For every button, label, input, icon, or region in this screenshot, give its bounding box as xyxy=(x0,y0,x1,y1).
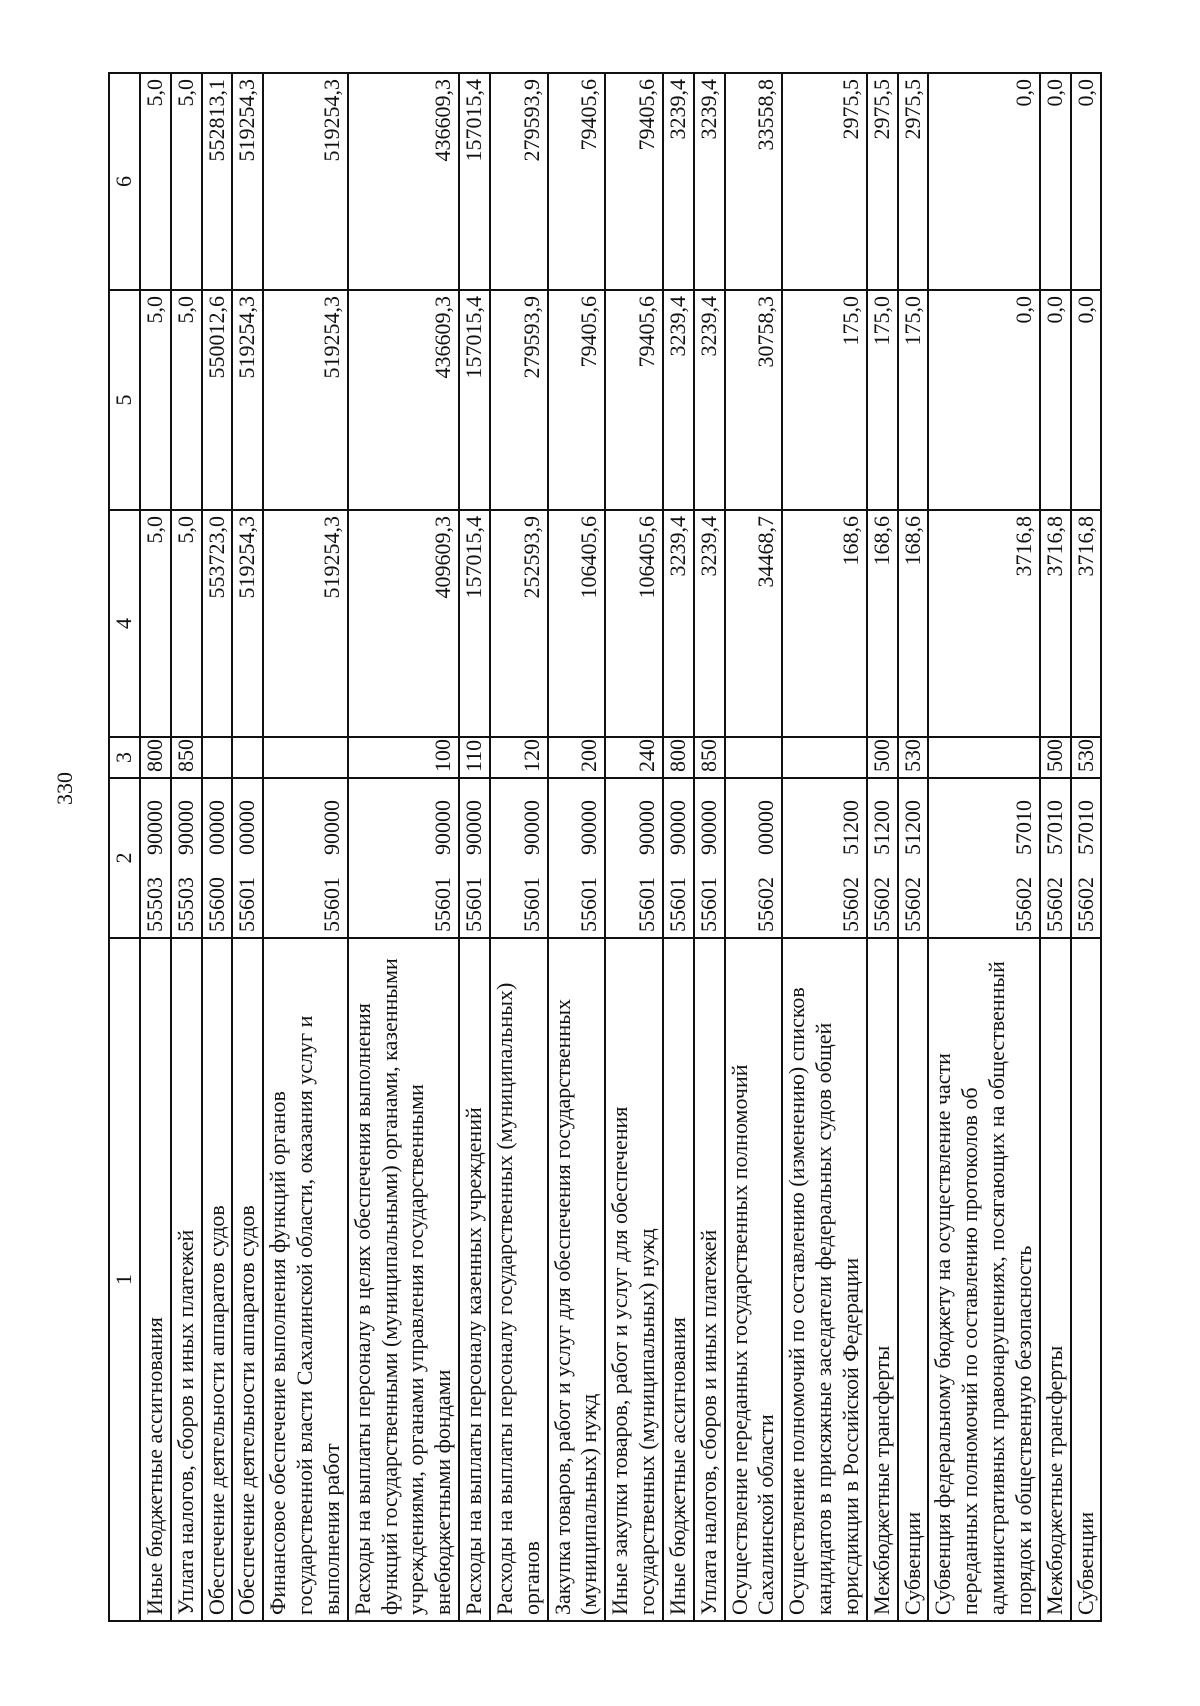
row-code xyxy=(663,778,694,938)
row-code-part1: 55602 xyxy=(753,877,779,932)
row-value-col6: 5,0 xyxy=(140,73,171,290)
row-value-col4: 3716,8 xyxy=(1040,510,1071,737)
row-value-col6: 0,0 xyxy=(1071,73,1102,290)
row-value-col6: 3239,4 xyxy=(663,73,694,290)
rotated-page xyxy=(108,2,1188,1622)
row-expense-type: 100 xyxy=(348,737,459,778)
row-value-col6: 79405,6 xyxy=(605,73,663,290)
row-code-part1: 55602 xyxy=(1010,877,1036,932)
table-row xyxy=(140,73,171,1621)
row-code xyxy=(202,778,233,938)
row-name: Субвенции xyxy=(1071,938,1102,1621)
row-expense-type: 850 xyxy=(694,737,725,778)
row-expense-type xyxy=(782,737,866,778)
row-code-part1: 55601 xyxy=(576,877,602,932)
row-expense-type: 850 xyxy=(171,737,202,778)
row-value-col6: 2975,5 xyxy=(867,73,898,290)
table-row xyxy=(782,73,866,1621)
row-code-part2: 90000 xyxy=(664,800,690,855)
row-value-col6: 0,0 xyxy=(928,73,1039,290)
row-code-part2: 90000 xyxy=(461,800,487,855)
row-code-part2: 57010 xyxy=(1041,800,1067,855)
row-name: Расходы на выплаты персоналу государственных (муниципальных) органов xyxy=(490,938,548,1621)
row-name: Расходы на выплаты персоналу казенных учреждений xyxy=(459,938,490,1621)
row-value-col5: 79405,6 xyxy=(605,290,663,510)
row-code-part2: 51200 xyxy=(837,800,863,855)
row-value-col5: 0,0 xyxy=(1040,290,1071,510)
table-row xyxy=(171,73,202,1621)
row-value-col4: 3239,4 xyxy=(694,510,725,737)
row-code xyxy=(548,778,606,938)
row-code xyxy=(140,778,171,938)
row-value-col6: 157015,4 xyxy=(459,73,490,290)
table-row xyxy=(263,73,347,1621)
row-value-col6: 0,0 xyxy=(1040,73,1071,290)
row-code-part2: 90000 xyxy=(142,800,167,855)
row-value-col4: 519254,3 xyxy=(232,510,263,737)
row-value-col6: 79405,6 xyxy=(548,73,606,290)
row-name: Субвенция федеральному бюджету на осуществление части переданных полномочий по составлению протоколов об административных правонарушениях, посягающих на общественный порядок и общественную безопасность xyxy=(928,938,1039,1621)
row-value-col6: 279593,9 xyxy=(490,73,548,290)
table-row xyxy=(232,73,263,1621)
row-value-col5: 175,0 xyxy=(898,290,929,510)
row-value-col5: 79405,6 xyxy=(548,290,606,510)
row-expense-type xyxy=(928,737,1039,778)
row-code xyxy=(490,778,548,938)
row-value-col5: 175,0 xyxy=(867,290,898,510)
row-code-part1: 55503 xyxy=(142,877,167,932)
row-expense-type: 500 xyxy=(867,737,898,778)
row-name: Обеспечение деятельности аппаратов судов xyxy=(232,938,263,1621)
row-value-col5: 519254,3 xyxy=(232,290,263,510)
row-code-part1: 55601 xyxy=(430,877,456,932)
table-row xyxy=(605,73,663,1621)
row-code xyxy=(605,778,663,938)
row-name: Расходы на выплаты персоналу в целях обеспечения выполнения функций государственными (муниципальными) органами, казенными учреждениями, органами управления государственными внебюджетными фондами xyxy=(348,938,459,1621)
table-row xyxy=(694,73,725,1621)
row-value-col5: 3239,4 xyxy=(663,290,694,510)
row-name: Уплата налогов, сборов и иных платежей xyxy=(171,938,202,1621)
row-code-part2: 51200 xyxy=(899,800,925,855)
row-value-col4: 5,0 xyxy=(171,510,202,737)
row-expense-type xyxy=(725,737,783,778)
row-name: Уплата налогов, сборов и иных платежей xyxy=(694,938,725,1621)
row-name: Межбюджетные трансферты xyxy=(867,938,898,1621)
row-code-part2: 90000 xyxy=(318,800,344,855)
row-code-part1: 55602 xyxy=(837,877,863,932)
table-row xyxy=(1071,73,1102,1621)
row-code xyxy=(263,778,347,938)
row-value-col5: 279593,9 xyxy=(490,290,548,510)
row-value-col4: 252593,9 xyxy=(490,510,548,737)
row-value-col4: 168,6 xyxy=(782,510,866,737)
row-code-part1: 55602 xyxy=(1072,877,1098,932)
row-name: Финансовое обеспечение выполнения функций органов государственной власти Сахалинской области, оказания услуг и выполнения работ xyxy=(263,938,347,1621)
row-code-part2: 90000 xyxy=(518,800,544,855)
row-value-col5: 175,0 xyxy=(782,290,866,510)
row-code xyxy=(348,778,459,938)
table-row xyxy=(663,73,694,1621)
row-name: Субвенции xyxy=(898,938,929,1621)
row-value-col4: 168,6 xyxy=(867,510,898,737)
row-code-part1: 55601 xyxy=(634,877,660,932)
row-value-col6: 519254,3 xyxy=(263,73,347,290)
row-code-part2: 90000 xyxy=(576,800,602,855)
row-name: Иные бюджетные ассигнования xyxy=(663,938,694,1621)
table-row xyxy=(1040,73,1071,1621)
row-code-part1: 55601 xyxy=(234,877,260,932)
row-code-part1: 55601 xyxy=(695,877,721,932)
row-value-col5: 5,0 xyxy=(171,290,202,510)
row-value-col5: 0,0 xyxy=(1071,290,1102,510)
row-code-part2: 00000 xyxy=(203,800,229,855)
row-code-part1: 55503 xyxy=(172,877,198,932)
row-value-col4: 106405,6 xyxy=(548,510,606,737)
row-name: Осуществление переданных государственных полномочий Сахалинской области xyxy=(725,938,783,1621)
row-expense-type: 120 xyxy=(490,737,548,778)
row-code-part1: 55601 xyxy=(461,877,487,932)
row-value-col5: 3239,4 xyxy=(694,290,725,510)
row-name: Иные бюджетные ассигнования xyxy=(140,938,171,1621)
row-code-part2: 57010 xyxy=(1072,800,1098,855)
row-code xyxy=(782,778,866,938)
row-value-col6: 519254,3 xyxy=(232,73,263,290)
header-cell: 6 xyxy=(109,73,140,290)
row-code-part1: 55602 xyxy=(1041,877,1067,932)
row-value-col6: 33558,8 xyxy=(725,73,783,290)
row-code-part1: 55601 xyxy=(664,877,690,932)
row-code xyxy=(898,778,929,938)
row-code xyxy=(928,778,1039,938)
row-expense-type xyxy=(263,737,347,778)
table-row xyxy=(348,73,459,1621)
row-value-col4: 409609,3 xyxy=(348,510,459,737)
row-value-col4: 34468,7 xyxy=(725,510,783,737)
row-value-col4: 157015,4 xyxy=(459,510,490,737)
row-value-col5: 5,0 xyxy=(140,290,171,510)
row-name: Обеспечение деятельности аппаратов судов xyxy=(202,938,233,1621)
row-expense-type: 800 xyxy=(663,737,694,778)
row-code-part2: 51200 xyxy=(868,800,894,855)
row-code-part1: 55602 xyxy=(868,877,894,932)
row-code xyxy=(867,778,898,938)
table-row xyxy=(867,73,898,1621)
row-name: Иные закупки товаров, работ и услуг для обеспечения государственных (муниципальных) нужд xyxy=(605,938,663,1621)
row-expense-type xyxy=(202,737,233,778)
row-value-col5: 436609,3 xyxy=(348,290,459,510)
row-code-part1: 55602 xyxy=(899,877,925,932)
row-value-col4: 106405,6 xyxy=(605,510,663,737)
row-code xyxy=(232,778,263,938)
table-row xyxy=(202,73,233,1621)
row-value-col5: 157015,4 xyxy=(459,290,490,510)
row-value-col6: 2975,5 xyxy=(898,73,929,290)
table-row xyxy=(928,73,1039,1621)
row-expense-type: 500 xyxy=(1040,737,1071,778)
row-code xyxy=(1071,778,1102,938)
row-name: Осуществление полномочий по составлению (изменению) списков кандидатов в присяжные заседатели федеральных судов общей юрисдикции в Российской Федерации xyxy=(782,938,866,1621)
row-value-col4: 3716,8 xyxy=(928,510,1039,737)
row-code xyxy=(725,778,783,938)
table-row xyxy=(490,73,548,1621)
row-code xyxy=(459,778,490,938)
row-expense-type: 110 xyxy=(459,737,490,778)
table-row xyxy=(725,73,783,1621)
row-expense-type xyxy=(232,737,263,778)
header-cell: 5 xyxy=(109,290,140,510)
row-code-part1: 55601 xyxy=(318,877,344,932)
row-expense-type: 200 xyxy=(548,737,606,778)
header-row xyxy=(109,73,140,1621)
row-expense-type: 800 xyxy=(140,737,171,778)
row-value-col5: 550012,6 xyxy=(202,290,233,510)
row-value-col6: 3239,4 xyxy=(694,73,725,290)
row-value-col6: 2975,5 xyxy=(782,73,866,290)
table-row xyxy=(548,73,606,1621)
row-code-part2: 90000 xyxy=(172,800,198,855)
budget-table xyxy=(108,72,1102,1622)
row-code xyxy=(171,778,202,938)
header-cell: 2 xyxy=(109,778,140,938)
table-row xyxy=(459,73,490,1621)
row-code-part1: 55601 xyxy=(518,877,544,932)
row-code-part2: 57010 xyxy=(1010,800,1036,855)
row-name: Закупка товаров, работ и услуг для обеспечения государственных (муниципальных) нужд xyxy=(548,938,606,1621)
row-value-col4: 5,0 xyxy=(140,510,171,737)
row-value-col4: 168,6 xyxy=(898,510,929,737)
row-value-col6: 552813,1 xyxy=(202,73,233,290)
row-value-col5: 30758,3 xyxy=(725,290,783,510)
table-row xyxy=(898,73,929,1621)
row-value-col4: 3239,4 xyxy=(663,510,694,737)
row-value-col5: 519254,3 xyxy=(263,290,347,510)
page-number: 330 xyxy=(52,772,77,805)
header-cell: 4 xyxy=(109,510,140,737)
row-value-col6: 436609,3 xyxy=(348,73,459,290)
row-name: Межбюджетные трансферты xyxy=(1040,938,1071,1621)
row-expense-type: 530 xyxy=(898,737,929,778)
row-code-part2: 00000 xyxy=(753,800,779,855)
row-value-col6: 5,0 xyxy=(171,73,202,290)
row-expense-type: 530 xyxy=(1071,737,1102,778)
row-expense-type: 240 xyxy=(605,737,663,778)
row-code-part2: 90000 xyxy=(430,800,456,855)
row-value-col4: 3716,8 xyxy=(1071,510,1102,737)
row-code-part1: 55600 xyxy=(203,877,229,932)
row-code xyxy=(1040,778,1071,938)
row-value-col4: 553723,0 xyxy=(202,510,233,737)
header-cell: 1 xyxy=(109,938,140,1621)
row-code-part2: 90000 xyxy=(634,800,660,855)
row-code-part2: 00000 xyxy=(234,800,260,855)
row-code-part2: 90000 xyxy=(695,800,721,855)
header-cell: 3 xyxy=(109,737,140,778)
row-code xyxy=(694,778,725,938)
table-body xyxy=(140,73,1101,1621)
row-value-col5: 0,0 xyxy=(928,290,1039,510)
row-value-col4: 519254,3 xyxy=(263,510,347,737)
